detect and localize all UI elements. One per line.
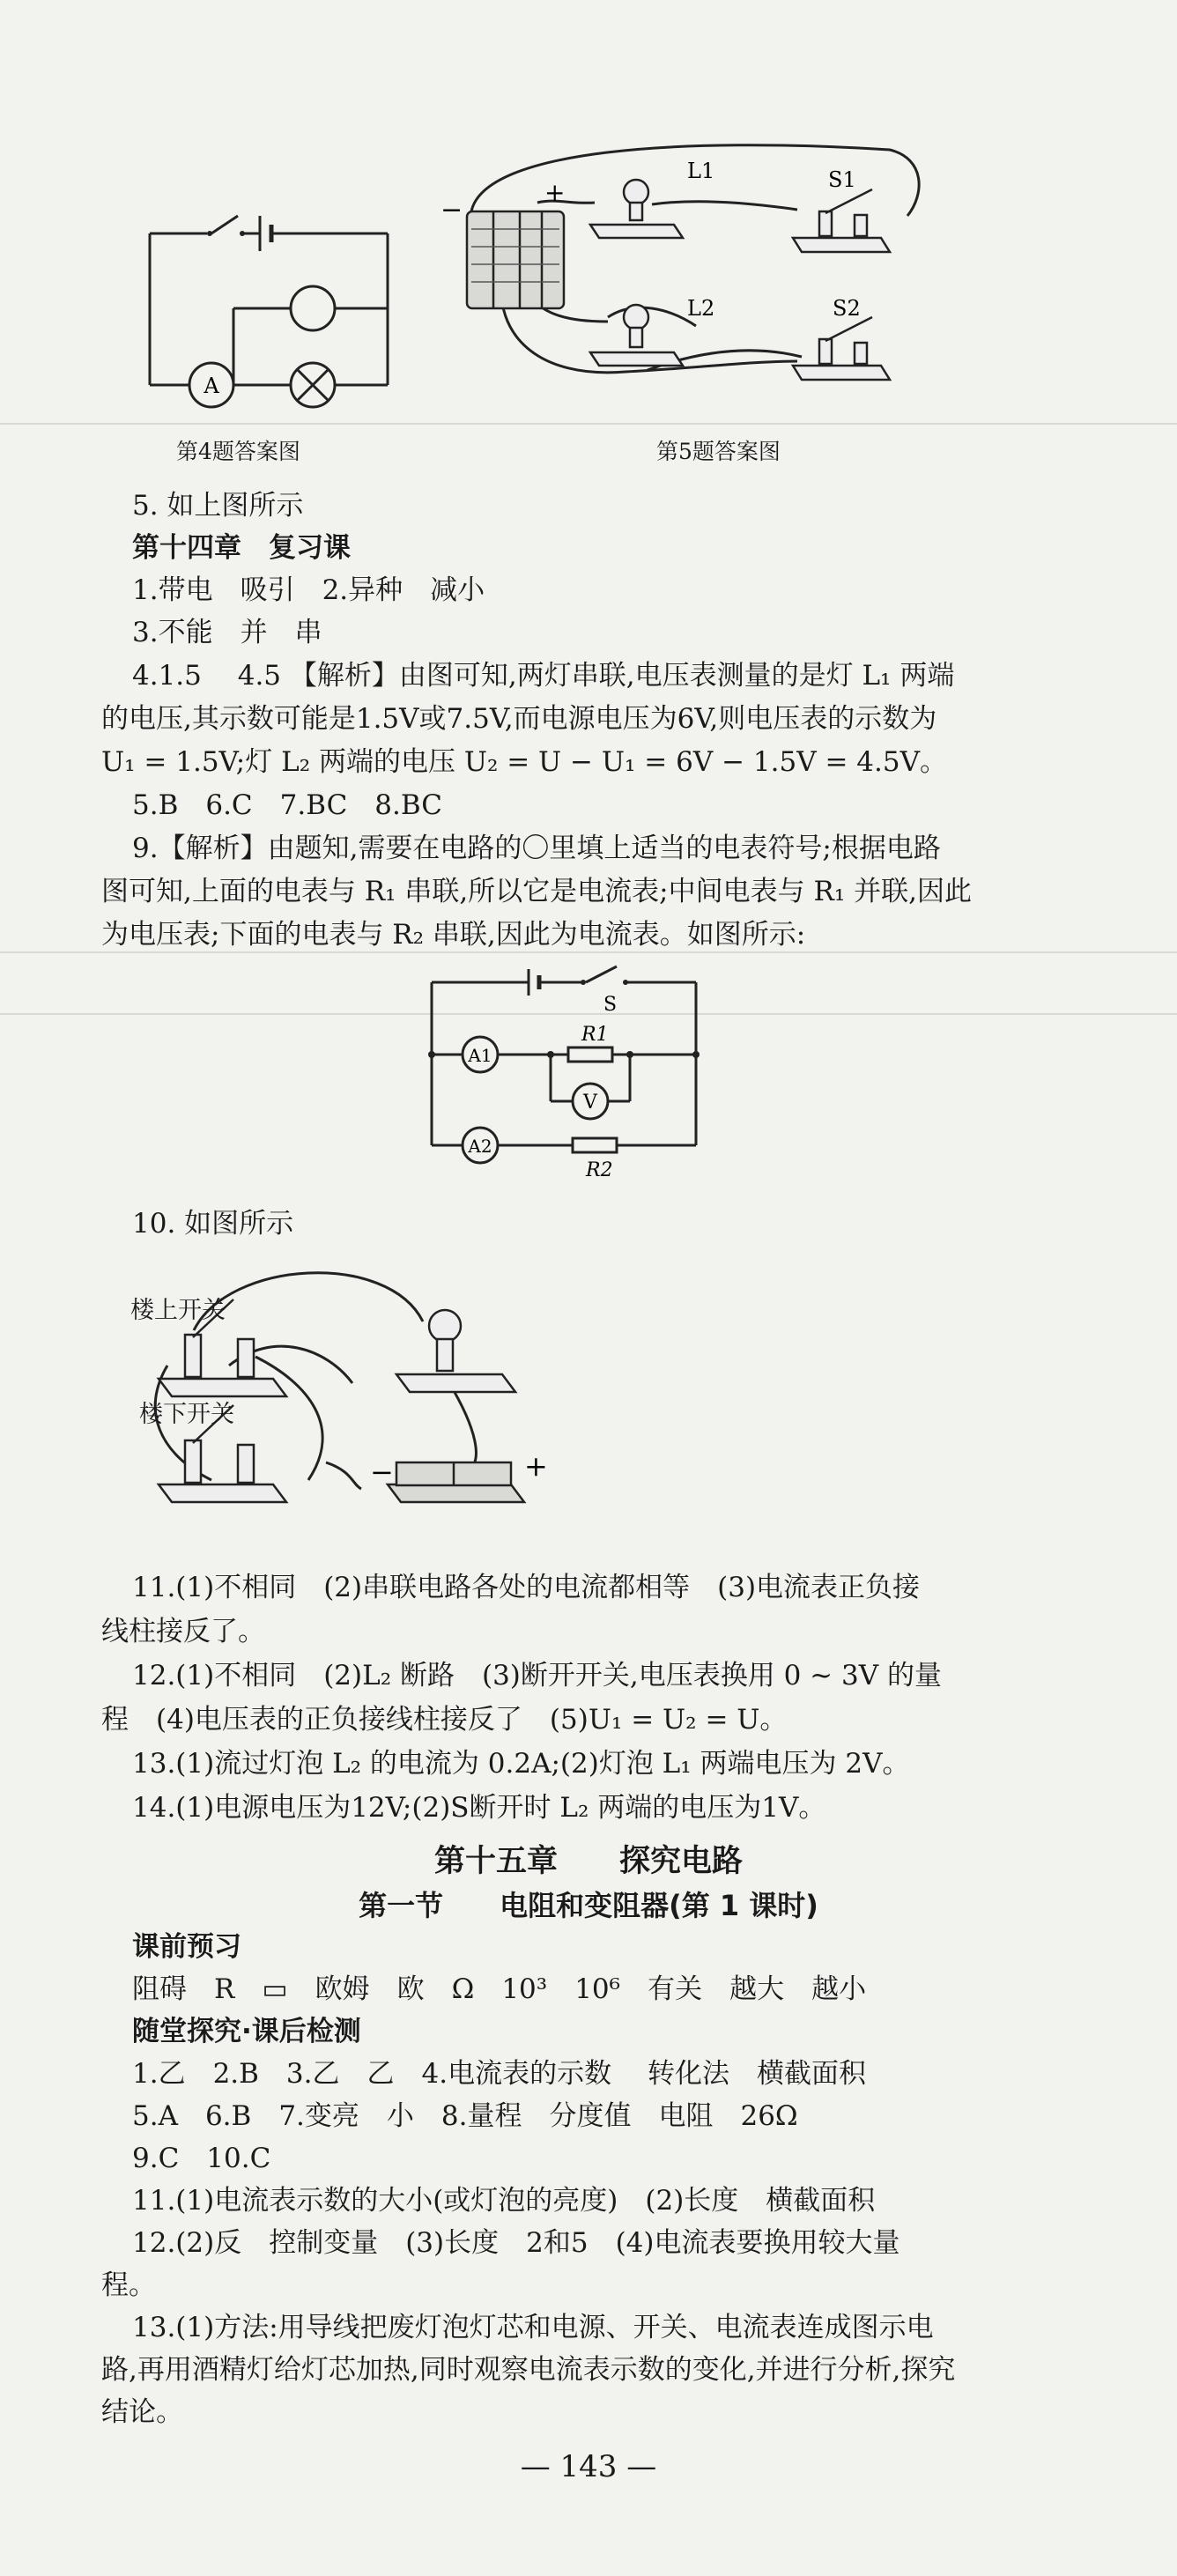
answer-line: 3.不能 并 串: [132, 617, 322, 648]
answer-line: 9.【解析】由题知,需要在电路的〇里填上适当的电表符号;根据电路: [132, 833, 941, 864]
positive-terminal-label: +: [544, 178, 566, 207]
downstairs-switch-label: 楼下开关: [139, 1401, 234, 1428]
answer-line: 13.(1)方法:用导线把废灯泡灯芯和电源、开关、电流表连成图示电: [132, 2312, 934, 2343]
answer-line: 10. 如图所示: [132, 1208, 294, 1240]
upstairs-switch-label: 楼上开关: [130, 1297, 226, 1324]
answer-line: 程 (4)电压表的正负接线柱接反了 (5)U₁ = U₂ = U。: [101, 1704, 788, 1736]
subheading-practice: 随堂探究·课后检测: [132, 2016, 361, 2047]
answer-line: 12.(1)不相同 (2)L₂ 断路 (3)断开开关,电压表换用 0 ~ 3V 的量: [132, 1660, 942, 1691]
chapter-title: 第十五章 探究电路: [433, 1844, 743, 1879]
negative-terminal-label: −: [440, 195, 463, 226]
switch-s2-label: S2: [833, 296, 861, 321]
answer-line: 5.A 6.B 7.变亮 小 8.量程 分度值 电阻 26Ω: [132, 2100, 798, 2132]
page-number: — 143 —: [520, 2449, 657, 2484]
answer-line: 程。: [101, 2269, 156, 2301]
switch-label: S: [603, 994, 618, 1016]
answer-line: 11.(1)电流表示数的大小(或灯泡的亮度) (2)长度 横截面积: [132, 2185, 876, 2217]
answer-line: 11.(1)不相同 (2)串联电路各处的电流都相等 (3)电流表正负接: [132, 1572, 921, 1603]
lamp-l1-label: L1: [687, 159, 715, 183]
answer-line: 12.(2)反 控制变量 (3)长度 2和5 (4)电流表要换用较大量: [132, 2227, 900, 2259]
ammeter-label: A: [204, 374, 219, 398]
q9-circuit-diagram: [414, 956, 714, 1185]
lamp-l2-label: L2: [687, 296, 715, 321]
answer-line: 的电压,其示数可能是1.5V或7.5V,而电源电压为6V,则电压表的示数为: [101, 703, 937, 735]
q5-caption: 第5题答案图: [656, 439, 781, 464]
subheading-preview: 课前预习: [132, 1931, 241, 1963]
q4-circuit-diagram: [141, 189, 405, 427]
battery-positive-label: +: [524, 1449, 548, 1483]
answer-line: 5.B 6.C 7.BC 8.BC: [132, 789, 442, 821]
answer-line: 1.乙 2.B 3.乙 乙 4.电流表的示数 转化法 横截面积: [132, 2058, 866, 2090]
answer-line: 14.(1)电源电压为12V;(2)S断开时 L₂ 两端的电压为1V。: [132, 1792, 826, 1824]
answer-line: 9.C 10.C: [132, 2143, 271, 2174]
resistor-r2-label: R2: [586, 1159, 613, 1181]
answer-line: 阻碍 R ▭ 欧姆 欧 Ω 10³ 10⁶ 有关 越大 越小: [132, 1973, 867, 2005]
answer-line: 线柱接反了。: [101, 1616, 265, 1647]
q5-physical-circuit: [432, 141, 943, 432]
answer-line: 路,再用酒精灯给灯芯加热,同时观察电流表示数的变化,并进行分析,探究: [101, 2354, 956, 2386]
answer-line: 图可知,上面的电表与 R₁ 串联,所以它是电流表;中间电表与 R₁ 并联,因此: [101, 876, 972, 907]
answer-line: 1.带电 吸引 2.异种 减小: [132, 574, 485, 606]
ammeter-a1-label: A1: [468, 1045, 492, 1066]
resistor-r1-label: R1: [581, 1024, 609, 1046]
q4-caption: 第4题答案图: [176, 439, 300, 464]
voltmeter-label: V: [583, 1092, 597, 1114]
switch-s1-label: S1: [828, 167, 856, 192]
answer-line: U₁ = 1.5V;灯 L₂ 两端的电压 U₂ = U − U₁ = 6V − 1.5V = 4.5V。: [101, 746, 947, 778]
chapter-heading: 第十四章 复习课: [132, 532, 351, 564]
answer-line: 13.(1)流过灯泡 L₂ 的电流为 0.2A;(2)灯泡 L₁ 两端电压为 2V。: [132, 1748, 910, 1780]
section-title: 第一节 电阻和变阻器(第 1 课时): [359, 1889, 818, 1922]
answer-line: 结论。: [101, 2396, 183, 2428]
ammeter-a2-label: A2: [468, 1136, 492, 1157]
answer-line: 为电压表;下面的电表与 R₂ 串联,因此为电流表。如图所示:: [101, 919, 806, 951]
answer-line: 5. 如上图所示: [132, 490, 304, 522]
answer-line: 4.1.5 4.5 【解析】由图可知,两灯串联,电压表测量的是灯 L₁ 两端: [132, 660, 955, 692]
battery-negative-label: −: [370, 1455, 394, 1489]
